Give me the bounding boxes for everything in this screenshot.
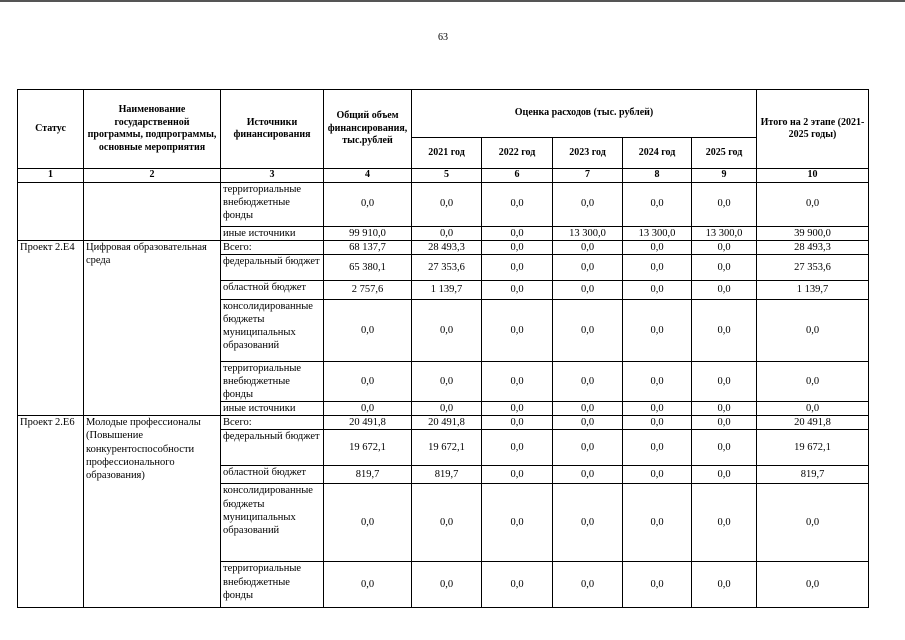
amount-cell: 0,0 xyxy=(692,361,757,401)
amount-cell: 0,0 xyxy=(757,299,869,361)
amount-cell: 0,0 xyxy=(482,562,553,608)
amount-cell: 13 300,0 xyxy=(692,226,757,240)
amount-cell: 0,0 xyxy=(623,484,692,562)
funding-source-cell: иные источники xyxy=(221,226,324,240)
funding-source-cell: федеральный бюджет xyxy=(221,254,324,280)
amount-cell: 0,0 xyxy=(324,299,412,361)
project-status-cell: Проект 2.Е6 xyxy=(18,416,84,608)
header-year-2025: 2025 год xyxy=(692,138,757,169)
amount-cell: 0,0 xyxy=(482,182,553,226)
amount-cell: 0,0 xyxy=(324,361,412,401)
column-index: 3 xyxy=(221,169,324,183)
project-name-cell xyxy=(84,182,221,240)
amount-cell: 0,0 xyxy=(623,466,692,484)
amount-cell: 0,0 xyxy=(692,430,757,466)
amount-cell: 0,0 xyxy=(692,254,757,280)
amount-cell: 0,0 xyxy=(482,299,553,361)
amount-cell: 0,0 xyxy=(482,280,553,299)
amount-cell: 0,0 xyxy=(692,182,757,226)
project-name-cell: Цифровая образовательная среда xyxy=(84,240,221,416)
amount-cell: 39 900,0 xyxy=(757,226,869,240)
table-row xyxy=(18,182,869,226)
amount-cell: 0,0 xyxy=(553,361,623,401)
project-status-cell: Проект 2.Е4 xyxy=(18,240,84,416)
column-index-row xyxy=(18,169,869,183)
amount-cell: 0,0 xyxy=(757,182,869,226)
amount-cell: 0,0 xyxy=(692,466,757,484)
amount-cell: 27 353,6 xyxy=(757,254,869,280)
amount-cell: 19 672,1 xyxy=(324,430,412,466)
amount-cell: 819,7 xyxy=(324,466,412,484)
top-rule xyxy=(0,0,905,2)
amount-cell: 0,0 xyxy=(623,240,692,254)
column-index: 8 xyxy=(623,169,692,183)
amount-cell: 65 380,1 xyxy=(324,254,412,280)
funding-source-cell: Всего: xyxy=(221,416,324,430)
amount-cell: 0,0 xyxy=(412,299,482,361)
amount-cell: 0,0 xyxy=(553,254,623,280)
funding-source-cell: консолидированные бюджеты муниципальных образований xyxy=(221,299,324,361)
amount-cell: 819,7 xyxy=(757,466,869,484)
amount-cell: 68 137,7 xyxy=(324,240,412,254)
header-funding-source: Источники финансирования xyxy=(221,90,324,169)
budget-table xyxy=(17,89,869,608)
amount-cell: 0,0 xyxy=(623,562,692,608)
amount-cell: 0,0 xyxy=(482,361,553,401)
funding-source-cell: областной бюджет xyxy=(221,280,324,299)
amount-cell: 0,0 xyxy=(623,299,692,361)
funding-source-cell: консолидированные бюджеты муниципальных образований xyxy=(221,484,324,562)
amount-cell: 0,0 xyxy=(412,484,482,562)
amount-cell: 0,0 xyxy=(553,299,623,361)
amount-cell: 0,0 xyxy=(482,240,553,254)
column-index: 7 xyxy=(553,169,623,183)
amount-cell: 28 493,3 xyxy=(412,240,482,254)
amount-cell: 0,0 xyxy=(412,226,482,240)
amount-cell: 0,0 xyxy=(692,240,757,254)
amount-cell: 19 672,1 xyxy=(757,430,869,466)
amount-cell: 0,0 xyxy=(553,240,623,254)
table-body xyxy=(18,182,869,608)
header-year-2023: 2023 год xyxy=(553,138,623,169)
amount-cell: 0,0 xyxy=(757,484,869,562)
amount-cell: 0,0 xyxy=(482,254,553,280)
amount-cell: 0,0 xyxy=(412,402,482,416)
amount-cell: 0,0 xyxy=(482,430,553,466)
amount-cell: 99 910,0 xyxy=(324,226,412,240)
amount-cell: 13 300,0 xyxy=(553,226,623,240)
table-row xyxy=(18,240,869,254)
header-year-2021: 2021 год xyxy=(412,138,482,169)
amount-cell: 0,0 xyxy=(482,484,553,562)
header-year-2022: 2022 год xyxy=(482,138,553,169)
amount-cell: 20 491,8 xyxy=(412,416,482,430)
amount-cell: 13 300,0 xyxy=(623,226,692,240)
header-status: Статус xyxy=(18,90,84,169)
amount-cell: 28 493,3 xyxy=(757,240,869,254)
amount-cell: 0,0 xyxy=(553,402,623,416)
amount-cell: 0,0 xyxy=(482,466,553,484)
amount-cell: 0,0 xyxy=(692,416,757,430)
amount-cell: 0,0 xyxy=(623,416,692,430)
funding-source-cell: федеральный бюджет xyxy=(221,430,324,466)
amount-cell: 819,7 xyxy=(412,466,482,484)
amount-cell: 27 353,6 xyxy=(412,254,482,280)
amount-cell: 0,0 xyxy=(757,361,869,401)
funding-source-cell: иные источники xyxy=(221,402,324,416)
amount-cell: 0,0 xyxy=(324,562,412,608)
funding-source-cell: Всего: xyxy=(221,240,324,254)
amount-cell: 0,0 xyxy=(324,402,412,416)
amount-cell: 0,0 xyxy=(692,402,757,416)
amount-cell: 0,0 xyxy=(553,280,623,299)
amount-cell: 0,0 xyxy=(623,430,692,466)
amount-cell: 0,0 xyxy=(412,361,482,401)
amount-cell: 1 139,7 xyxy=(757,280,869,299)
column-index: 5 xyxy=(412,169,482,183)
amount-cell: 0,0 xyxy=(757,562,869,608)
table-row xyxy=(18,416,869,430)
amount-cell: 0,0 xyxy=(623,254,692,280)
amount-cell: 20 491,8 xyxy=(757,416,869,430)
amount-cell: 0,0 xyxy=(757,402,869,416)
amount-cell: 0,0 xyxy=(553,416,623,430)
page-number: 63 xyxy=(438,32,448,43)
column-index: 1 xyxy=(18,169,84,183)
amount-cell: 0,0 xyxy=(623,402,692,416)
amount-cell: 0,0 xyxy=(553,430,623,466)
amount-cell: 20 491,8 xyxy=(324,416,412,430)
amount-cell: 0,0 xyxy=(623,182,692,226)
amount-cell: 0,0 xyxy=(482,402,553,416)
amount-cell: 0,0 xyxy=(692,484,757,562)
amount-cell: 0,0 xyxy=(482,416,553,430)
column-index: 10 xyxy=(757,169,869,183)
column-index: 9 xyxy=(692,169,757,183)
funding-source-cell: областной бюджет xyxy=(221,466,324,484)
funding-source-cell: территориальные внебюджетные фонды xyxy=(221,361,324,401)
amount-cell: 0,0 xyxy=(412,562,482,608)
header-program-name: Наименование государственной программы, подпрограммы, основные мероприятия xyxy=(84,90,221,169)
header-total-funding: Общий объем финансирования, тыс.рублей xyxy=(324,90,412,169)
amount-cell: 0,0 xyxy=(553,182,623,226)
amount-cell: 0,0 xyxy=(692,280,757,299)
header-stage-total: Итого на 2 этапе (2021-2025 годы) xyxy=(757,90,869,169)
amount-cell: 0,0 xyxy=(553,466,623,484)
amount-cell: 0,0 xyxy=(324,182,412,226)
amount-cell: 0,0 xyxy=(692,562,757,608)
amount-cell: 0,0 xyxy=(623,361,692,401)
header-expense-estimate: Оценка расходов (тыс. рублей) xyxy=(412,90,757,138)
amount-cell: 2 757,6 xyxy=(324,280,412,299)
project-status-cell xyxy=(18,182,84,240)
amount-cell: 1 139,7 xyxy=(412,280,482,299)
amount-cell: 0,0 xyxy=(553,484,623,562)
header-year-2024: 2024 год xyxy=(623,138,692,169)
amount-cell: 0,0 xyxy=(412,182,482,226)
column-index: 4 xyxy=(324,169,412,183)
amount-cell: 19 672,1 xyxy=(412,430,482,466)
amount-cell: 0,0 xyxy=(324,484,412,562)
amount-cell: 0,0 xyxy=(553,562,623,608)
project-name-cell: Молодые профессионалы (Повышение конкурентоспособности профессионального образования) xyxy=(84,416,221,608)
column-index: 2 xyxy=(84,169,221,183)
amount-cell: 0,0 xyxy=(482,226,553,240)
amount-cell: 0,0 xyxy=(623,280,692,299)
funding-source-cell: территориальные внебюджетные фонды xyxy=(221,562,324,608)
amount-cell: 0,0 xyxy=(692,299,757,361)
funding-source-cell: территориальные внебюджетные фонды xyxy=(221,182,324,226)
column-index: 6 xyxy=(482,169,553,183)
